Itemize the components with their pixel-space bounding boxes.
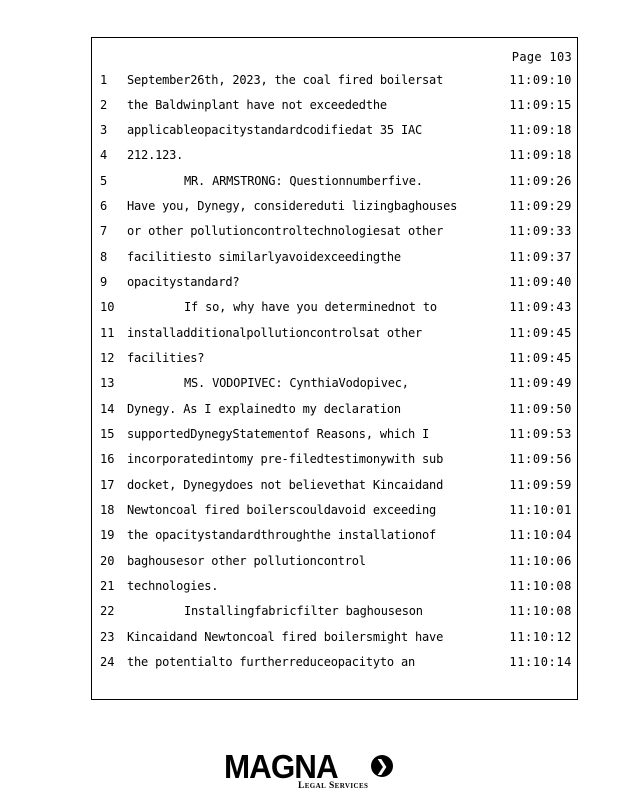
timestamp: 11:10:08 [509, 579, 572, 593]
line-number: 1 [100, 73, 108, 87]
transcript-page [91, 37, 578, 700]
timestamp: 11:09:33 [509, 224, 572, 238]
transcript-line [92, 98, 577, 118]
line-text: If so, why have you determinednot to [184, 300, 437, 314]
logo-tagline: Legal Services [298, 781, 369, 791]
line-number: 23 [100, 630, 115, 644]
line-text: Kincaidand Newtoncoal fired boilersmight have [127, 630, 444, 644]
timestamp: 11:09:26 [509, 174, 572, 188]
timestamp: 11:09:15 [509, 98, 572, 112]
timestamp: 11:09:37 [509, 250, 572, 264]
transcript-line [92, 300, 577, 320]
transcript-line [92, 326, 577, 346]
arrow-right-icon: ❯ [371, 755, 393, 777]
line-number: 3 [100, 123, 108, 137]
transcript-line [92, 148, 577, 168]
timestamp: 11:10:06 [509, 554, 572, 568]
line-text: the potentialto furtherreduceopacityto an [127, 655, 416, 669]
line-text: Dynegy. As I explainedto my declaration [127, 402, 401, 416]
line-number: 14 [100, 402, 115, 416]
line-number: 17 [100, 478, 115, 492]
line-number: 20 [100, 554, 115, 568]
line-text: opacitystandard? [127, 275, 240, 289]
timestamp: 11:09:43 [509, 300, 572, 314]
line-text: facilitiesto similarlyavoidexceedingthe [127, 250, 401, 264]
line-text: the Baldwinplant have not exceededthe [127, 98, 387, 112]
timestamp: 11:09:18 [509, 123, 572, 137]
transcript-line [92, 554, 577, 574]
line-text: applicableopacitystandardcodifiedat 35 IAC [127, 123, 423, 137]
timestamp: 11:09:18 [509, 148, 572, 162]
line-number: 11 [100, 326, 115, 340]
line-number: 8 [100, 250, 108, 264]
line-text: or other pollutioncontroltechnologiesat other [127, 224, 444, 238]
line-number: 16 [100, 452, 115, 466]
line-text: MR. ARMSTRONG: Questionnumberfive. [184, 174, 423, 188]
line-text: baghousesor other pollutioncontrol [127, 554, 366, 568]
line-number: 24 [100, 655, 115, 669]
timestamp: 11:09:40 [509, 275, 572, 289]
transcript-line [92, 604, 577, 624]
line-number: 15 [100, 427, 115, 441]
line-text: docket, Dynegydoes not believethat Kincaidand [127, 478, 444, 492]
timestamp: 11:09:50 [509, 402, 572, 416]
timestamp: 11:09:59 [509, 478, 572, 492]
line-text: Have you, Dynegy, considereduti lizingbaghouses [127, 199, 458, 213]
line-text: incorporatedintomy pre-filedtestimonywith sub [127, 452, 444, 466]
line-text: Newtoncoal fired boilerscouldavoid exceeding [127, 503, 437, 517]
transcript-line [92, 402, 577, 422]
transcript-line [92, 579, 577, 599]
transcript-line [92, 275, 577, 295]
transcript-line [92, 528, 577, 548]
timestamp: 11:10:08 [509, 604, 572, 618]
line-text: MS. VODOPIVEC: CynthiaVodopivec, [184, 376, 409, 390]
transcript-line [92, 351, 577, 371]
logo-wordmark: MAGNA [224, 748, 338, 785]
timestamp: 11:10:12 [509, 630, 572, 644]
line-text: supportedDynegyStatementof Reasons, which I [127, 427, 430, 441]
transcript-line [92, 452, 577, 472]
timestamp: 11:09:29 [509, 199, 572, 213]
line-number: 9 [100, 275, 108, 289]
timestamp: 11:10:14 [509, 655, 572, 669]
timestamp: 11:09:56 [509, 452, 572, 466]
timestamp: 11:10:04 [509, 528, 572, 542]
line-number: 18 [100, 503, 115, 517]
line-text: the opacitystandardthroughthe installationof [127, 528, 437, 542]
timestamp: 11:09:45 [509, 351, 572, 365]
transcript-line [92, 655, 577, 675]
transcript-line [92, 199, 577, 219]
timestamp: 11:09:49 [509, 376, 572, 390]
line-number: 19 [100, 528, 115, 542]
timestamp: 11:09:45 [509, 326, 572, 340]
line-text: September26th, 2023, the coal fired boilersat [127, 73, 444, 87]
line-text: technologies. [127, 579, 219, 593]
transcript-line [92, 503, 577, 523]
line-number: 10 [100, 300, 115, 314]
line-number: 22 [100, 604, 115, 618]
transcript-line [92, 427, 577, 447]
line-text: installadditionalpollutioncontrolsat other [127, 326, 423, 340]
transcript-line [92, 376, 577, 396]
transcript-line [92, 250, 577, 270]
page-number: Page 103 [511, 50, 572, 64]
transcript-line [92, 174, 577, 194]
line-number: 21 [100, 579, 115, 593]
magna-logo [224, 750, 399, 792]
timestamp: 11:10:01 [509, 503, 572, 517]
line-text: facilities? [127, 351, 205, 365]
transcript-line [92, 123, 577, 143]
transcript-line [92, 73, 577, 93]
transcript-line [92, 630, 577, 650]
line-number: 13 [100, 376, 115, 390]
line-number: 7 [100, 224, 108, 238]
line-number: 2 [100, 98, 108, 112]
timestamp: 11:09:53 [509, 427, 572, 441]
timestamp: 11:09:10 [509, 73, 572, 87]
transcript-line [92, 478, 577, 498]
line-text: Installingfabricfilter baghouseson [184, 604, 423, 618]
line-number: 4 [100, 148, 108, 162]
transcript-line [92, 224, 577, 244]
line-number: 5 [100, 174, 108, 188]
line-number: 12 [100, 351, 115, 365]
line-number: 6 [100, 199, 108, 213]
line-text: 212.123. [127, 148, 184, 162]
